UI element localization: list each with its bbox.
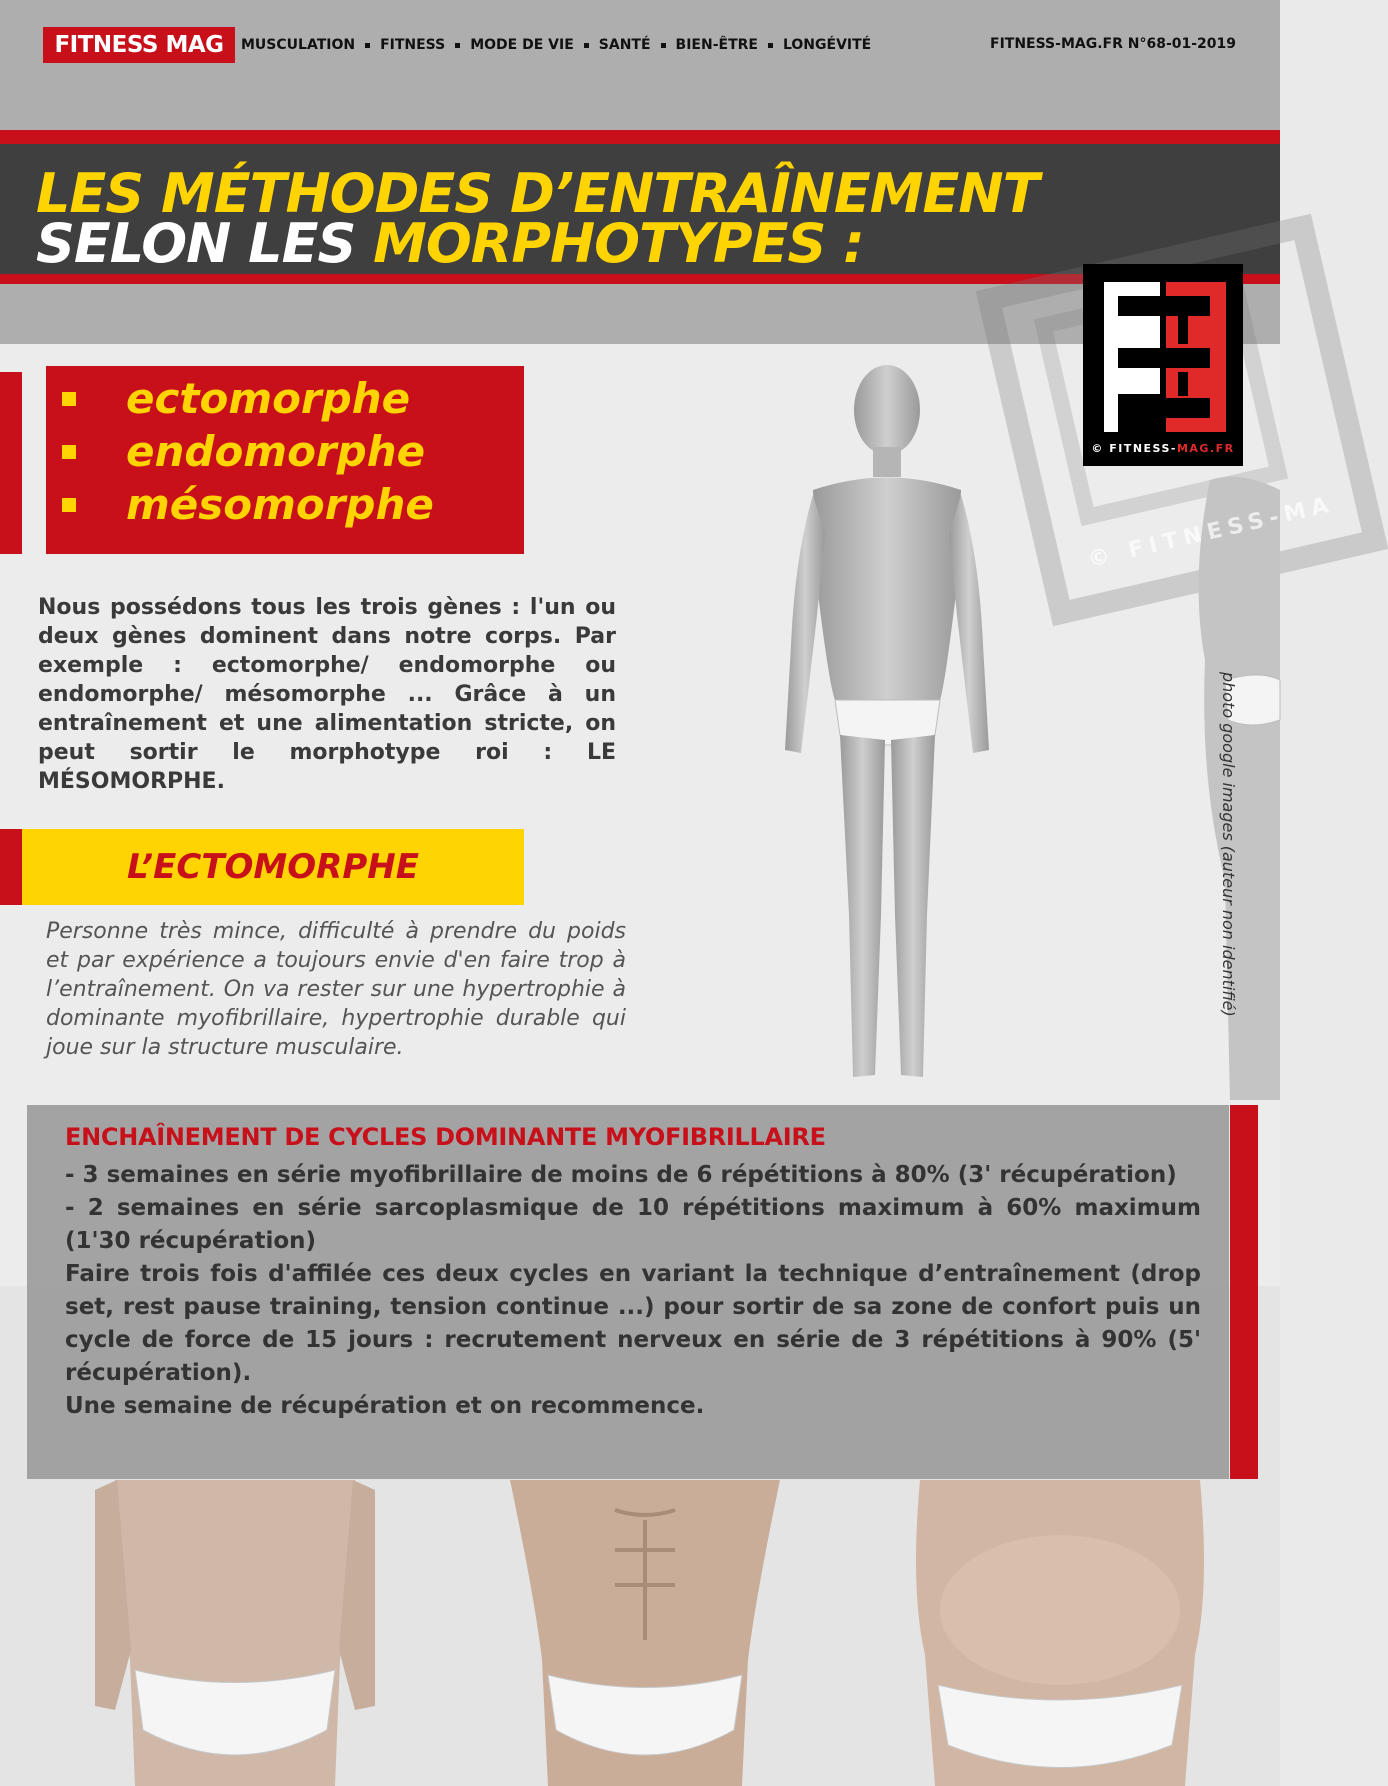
bullet-icon bbox=[62, 498, 76, 512]
nav-separator bbox=[455, 43, 460, 48]
mesomorph-torso-image bbox=[510, 1480, 780, 1786]
brand-logo[interactable]: FITNESS MAG bbox=[54, 32, 224, 58]
photo-credit: photo google images (auteur non identifié) bbox=[1219, 672, 1238, 1017]
issue-number: FITNESS-MAG.FR N°68-01-2019 bbox=[990, 36, 1237, 52]
title-prefix: SELON LES bbox=[36, 212, 374, 275]
cycle-line: Faire trois fois d'affilée ces deux cycles en variant la technique d’entraînement (drop set, rest pause training, tension continue ...) pour sortir de sa zone de confort puis un cycle de force de 15 jours : recrutement nerveux en série de 3 répétitions à 90% (5' récupération). bbox=[65, 1261, 1201, 1386]
ectomorph-figure-image bbox=[735, 355, 1035, 1115]
nav-item-musculation[interactable]: MUSCULATION bbox=[241, 37, 356, 53]
page-title-line-1: LES MÉTHODES D’ENTRAÎNEMENT bbox=[36, 162, 1039, 225]
section-title: L’ECTOMORPHE bbox=[127, 847, 419, 887]
ectomorph-description: Personne très mince, difficulté à prendre du poids et par expérience a toujours envie d'en faire trop à l’entraînement. On va rester sur une hypertrophie à dominante myofibrillaire, hypertrophie durable qui joue sur la structure musculaire. bbox=[46, 919, 626, 1060]
list-item bbox=[56, 478, 516, 531]
f3-logo-icon bbox=[1100, 276, 1230, 436]
nav-item-bien-etre[interactable]: BIEN-ÊTRE bbox=[675, 37, 758, 53]
nav-separator bbox=[365, 43, 370, 48]
nav-separator bbox=[661, 43, 666, 48]
title-highlight: MORPHOTYPES : bbox=[373, 212, 864, 275]
morphotype-mesomorphe: mésomorphe bbox=[126, 480, 434, 529]
logo-caption-suffix: MAG.FR bbox=[1176, 442, 1235, 455]
morphotype-endomorphe: endomorphe bbox=[126, 427, 426, 476]
bullet-icon bbox=[62, 445, 76, 459]
intro-paragraph: Nous possédons tous les trois gènes : l'un ou deux gènes dominent dans notre corps. Par exemple : ectomorphe/ endomorphe ou endomorphe/ mésomorphe ... Grâce à un entraînement et une alimentation stricte, on peut sortir le morphotype roi : LE MÉSOMORPHE. bbox=[38, 595, 616, 794]
f3-logo-caption bbox=[1083, 442, 1243, 455]
section-accent-bar bbox=[0, 829, 22, 905]
cycle-line: - 2 semaines en série sarcoplasmique de 10 répétitions maximum à 60% maximum (1'30 récupération) bbox=[65, 1195, 1201, 1254]
category-nav bbox=[241, 34, 871, 56]
endomorph-torso-image bbox=[910, 1480, 1210, 1786]
logo-caption-prefix: © FITNESS- bbox=[1091, 442, 1177, 455]
ectomorph-torso-image bbox=[95, 1480, 375, 1786]
nav-separator bbox=[584, 43, 589, 48]
nav-item-longevite[interactable]: LONGÉVITÉ bbox=[782, 37, 872, 53]
nav-separator bbox=[768, 43, 773, 48]
morphotype-list bbox=[56, 372, 516, 531]
nav-item-mode-de-vie[interactable]: MODE DE VIE bbox=[470, 37, 574, 53]
morphotype-ectomorphe: ectomorphe bbox=[126, 374, 411, 423]
title-stripe-top bbox=[0, 130, 1280, 144]
nav-item-fitness[interactable]: FITNESS bbox=[380, 37, 446, 53]
top-header bbox=[0, 0, 1280, 130]
cycle-accent-bar bbox=[1230, 1105, 1258, 1479]
nav-item-sante[interactable]: SANTÉ bbox=[598, 37, 651, 53]
bullet-icon bbox=[62, 392, 76, 406]
cycle-title: ENCHAÎNEMENT DE CYCLES DOMINANTE MYOFIBRILLAIRE bbox=[65, 1123, 826, 1151]
watermark-text: © FITNESS-MA bbox=[1085, 491, 1337, 574]
cycle-line: Une semaine de récupération et on recommence. bbox=[65, 1393, 705, 1419]
list-item bbox=[56, 372, 516, 425]
list-item bbox=[56, 425, 516, 478]
cycle-body bbox=[65, 1159, 1201, 1423]
cycle-line: - 3 semaines en série myofibrillaire de moins de 6 répétitions à 80% (3' récupération) bbox=[65, 1162, 1177, 1188]
page-title-line-2 bbox=[36, 214, 864, 274]
list-accent-bar bbox=[0, 372, 22, 554]
